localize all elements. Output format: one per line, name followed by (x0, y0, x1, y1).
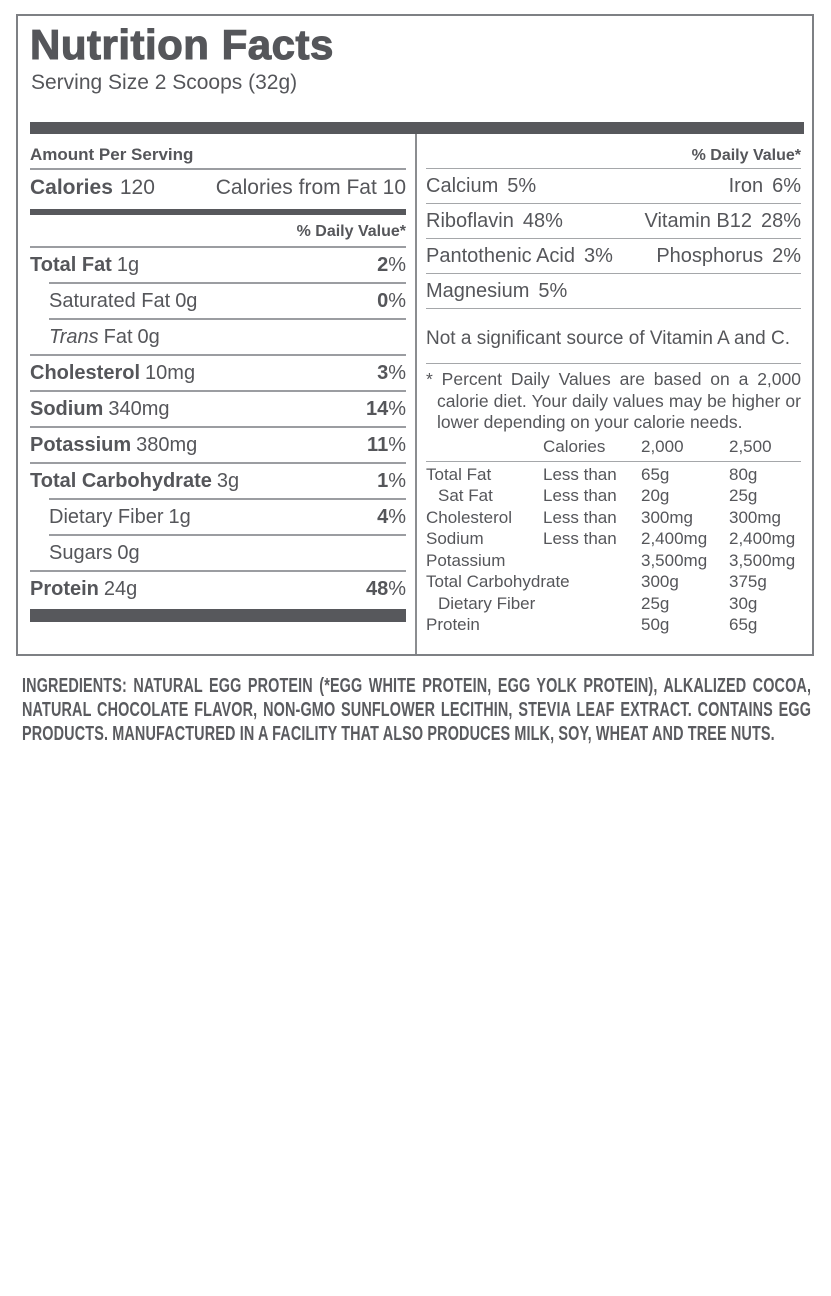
table-header-2500: 2,500 (729, 436, 772, 456)
table-cell-2000: 2,400mg (641, 529, 708, 549)
nutrient-row-total-fat (30, 248, 406, 282)
calories-divider-bar (30, 209, 406, 215)
divider-line (426, 308, 801, 309)
vitamin-cell-right: Phosphorus 2% (656, 244, 801, 267)
nutrient-percent: 2% (377, 253, 406, 276)
vitamin-cell-left: Magnesium 5% (426, 279, 568, 302)
table-cell-2500: 2,400mg (729, 529, 796, 549)
vitamin-cell-right: Vitamin B12 28% (644, 209, 801, 232)
table-cell-2000: 65g (641, 464, 670, 484)
nutrient-percent: 3% (377, 361, 406, 384)
nutrient-amount: 1g (116, 253, 140, 276)
nutrient-percent: 1% (377, 469, 406, 492)
amount-per-serving-label: Amount Per Serving (30, 145, 194, 165)
table-cell-qualifier (543, 550, 641, 572)
nutrient-name: Total Carbohydrate 3g (30, 469, 240, 492)
table-cell-qualifier (543, 571, 641, 593)
calories-row (30, 170, 406, 206)
protein-divider-bar (30, 609, 406, 622)
ingredients-section (22, 674, 811, 746)
table-cell-qualifier: Less than (543, 507, 617, 527)
nutrient-name: Cholesterol 10mg (30, 361, 196, 384)
nutrient-percent: 4% (377, 505, 406, 528)
label-title: Nutrition Facts (30, 21, 334, 68)
calories-label: Calories (30, 176, 113, 200)
table-cell-2000: 300mg (641, 507, 693, 527)
right-column (415, 134, 812, 654)
nutrient-row-trans-fat (30, 320, 406, 354)
table-cell-label: Cholesterol (426, 507, 512, 527)
table-header-2000: 2,000 (641, 436, 684, 456)
nutrition-facts-label (16, 14, 814, 656)
vitamin-row (426, 204, 801, 238)
vitamin-row (426, 169, 801, 203)
table-cell-qualifier (543, 593, 641, 615)
table-cell-2000: 50g (641, 615, 670, 635)
nutrient-name: Total Fat 1g (30, 253, 140, 276)
nutrient-row-cholesterol (30, 356, 406, 390)
table-header-blank (426, 436, 543, 460)
vitamin-row (426, 239, 801, 273)
divider-line (426, 363, 801, 364)
nutrient-row-sugars (30, 536, 406, 570)
left-column (18, 134, 415, 654)
nutrient-row-total-carbohydrate (30, 464, 406, 498)
nutrient-amount: 0g (137, 325, 160, 348)
nutrient-row-protein (30, 572, 406, 606)
nutrient-percent: 11% (367, 433, 406, 456)
table-cell-2500: 300mg (729, 507, 781, 527)
nutrient-amount: 380mg (136, 433, 198, 456)
nutrient-amount: 1g (168, 505, 191, 528)
vitamin-cell-left: Pantothenic Acid 3% (426, 244, 613, 267)
table-cell-qualifier: Less than (543, 464, 617, 484)
table-cell-label: Protein (426, 615, 480, 635)
table-cell-2500: 375g (729, 572, 767, 592)
table-cell-qualifier: Less than (543, 529, 617, 549)
table-cell-2000: 3,500mg (641, 550, 708, 570)
vitamin-cell-left: Calcium 5% (426, 174, 537, 197)
nutrient-amount: 3g (216, 469, 240, 492)
nutrient-name: Dietary Fiber 1g (49, 505, 191, 528)
nutrient-amount: 0g (175, 289, 198, 312)
table-cell-label: Dietary Fiber (438, 593, 536, 613)
table-cell-label: Total Carbohydrate (426, 572, 570, 592)
table-cell-label: Potassium (426, 550, 506, 570)
nutrient-name: Sugars 0g (49, 541, 140, 564)
table-cell-qualifier: Less than (543, 486, 617, 506)
nutrient-percent: 0% (377, 289, 406, 312)
table-cell-label: Total Fat (426, 464, 492, 484)
footnote-table (426, 436, 801, 636)
table-header-calories: Calories (543, 436, 606, 456)
nutrient-name: Sodium 340mg (30, 397, 170, 420)
nutrient-name: Trans Fat 0g (49, 325, 160, 348)
table-cell-2500: 65g (729, 615, 758, 635)
table-cell-2000: 20g (641, 486, 670, 506)
nutrient-row-potassium (30, 428, 406, 462)
footnote-text: * Percent Daily Values are based on a 2,000 calorie diet. Your daily values may be higher or lower depending on your calorie needs. (426, 369, 801, 433)
table-cell-qualifier (543, 614, 641, 636)
label-columns (18, 134, 812, 654)
table-cell-2000: 25g (641, 593, 670, 613)
nutrient-percent: 14% (365, 397, 406, 420)
vitamin-row (426, 274, 801, 308)
nutrient-row-dietary-fiber (30, 500, 406, 534)
table-cell-label: Sodium (426, 529, 484, 549)
calories-value: 120 (119, 176, 155, 200)
nutrient-row-saturated-fat (30, 284, 406, 318)
nutrient-amount: 340mg (108, 397, 170, 420)
not-significant-note: Not a significant source of Vitamin A and C. (426, 328, 791, 350)
daily-value-header-right: % Daily Value* (691, 146, 801, 164)
table-cell-2000: 300g (641, 572, 679, 592)
nutrient-name: Protein 24g (30, 577, 138, 600)
nutrient-amount: 10mg (145, 361, 196, 384)
nutrient-amount: 24g (103, 577, 138, 600)
table-cell-2500: 30g (729, 593, 758, 613)
daily-value-header-left: % Daily Value* (296, 222, 406, 240)
calories-from-fat: Calories from Fat 10 (215, 176, 406, 200)
nutrient-row-sodium (30, 392, 406, 426)
nutrient-amount: 0g (117, 541, 140, 564)
divider-line (426, 461, 801, 462)
table-cell-2500: 25g (729, 486, 758, 506)
nutrient-percent: 48% (365, 577, 406, 600)
nutrient-name: Saturated Fat 0g (49, 289, 198, 312)
table-cell-2500: 80g (729, 464, 758, 484)
table-cell-label: Sat Fat (438, 486, 493, 506)
table-cell-2500: 3,500mg (729, 550, 796, 570)
ingredients-text: INGREDIENTS: NATURAL EGG PROTEIN (*EGG WHITE PROTEIN, EGG YOLK PROTEIN), ALKALIZED COCOA, NATURAL CHOCOLATE FLAVOR, NON-GMO SUNFLOWER LECITHIN, STEVIA LEAF EXTRACT. CONTAINS EGG PRODUCTS. MANUFACTURED IN A FACILITY THAT ALSO PRODUCES MILK, SOY, WHEAT AND TREE NUTS. (22, 675, 812, 745)
vitamin-cell-right: Iron 6% (728, 174, 801, 197)
serving-size: Serving Size 2 Scoops (32g) (31, 71, 298, 94)
nutrient-name: Potassium 380mg (30, 433, 198, 456)
vitamin-cell-right (792, 280, 801, 303)
header-divider-bar (30, 122, 804, 134)
vitamin-cell-left: Riboflavin 48% (426, 209, 563, 232)
